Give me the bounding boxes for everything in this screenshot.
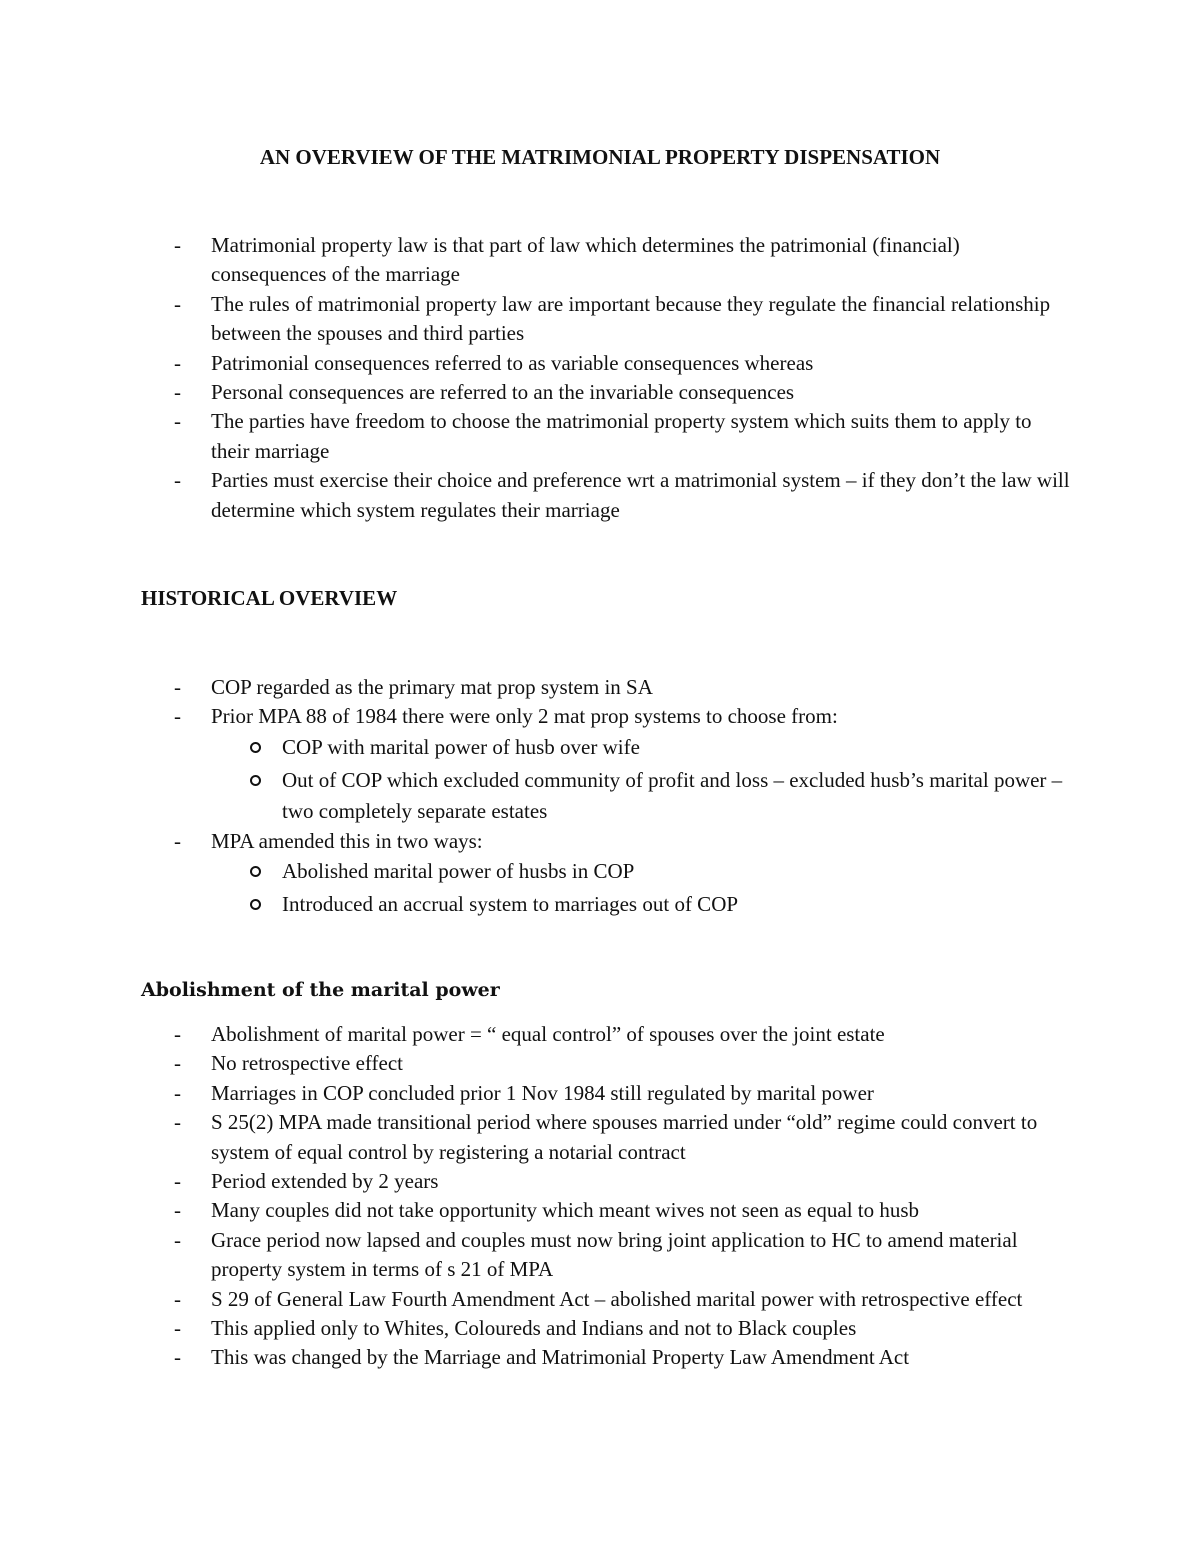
- dash-bullet: -: [174, 468, 181, 493]
- dash-bullet: -: [174, 350, 181, 375]
- list-item: - Patrimonial consequences referred to as variable consequences whereas: [0, 349, 1071, 378]
- list-item: - Period extended by 2 years: [0, 1167, 1071, 1196]
- prior-systems-sublist: [211, 732, 1071, 827]
- list-item: - MPA amended this in two ways: Abolished marital power of husbs in COP Introduced an accrual system to marriages out of COP: [0, 827, 1071, 920]
- list-item: - Parties must exercise their choice and preference wrt a matrimonial system – if they don’t the law will determine which system regulates their marriage: [174, 468, 1070, 522]
- amendments-sublist: [211, 856, 1071, 920]
- dash-bullet: -: [174, 1051, 181, 1076]
- list-item: - S 29 of General Law Fourth Amendment Act – abolished marital power with retrospective effect: [0, 1285, 1071, 1314]
- dash-bullet: -: [174, 1022, 181, 1046]
- sublist-item: COP with marital power of husb over wife: [211, 732, 1072, 763]
- dash-bullet: -: [174, 380, 181, 405]
- sublist-item: Abolished marital power of husbs in COP: [211, 856, 1072, 887]
- dash-bullet: -: [174, 675, 181, 699]
- dash-bullet: -: [174, 1198, 181, 1223]
- list-item: - This applied only to Whites, Coloureds and Indians and not to Black couples: [0, 1314, 1071, 1343]
- historical-list: [0, 673, 1200, 920]
- list-item: - S 25(2) MPA made transitional period where spouses married under “old” regime could convert to system of equal control by registering a notarial contract: [174, 1110, 1038, 1164]
- dash-bullet: -: [174, 828, 181, 853]
- historical-heading: HISTORICAL OVERVIEW: [141, 586, 398, 610]
- sublist-item: Out of COP which excluded community of profit and loss – excluded husb’s marital power – two completely separate estates: [211, 765, 1072, 827]
- dash-bullet: -: [174, 704, 181, 729]
- list-item: - Personal consequences are referred to an the invariable consequences: [0, 378, 1071, 407]
- list-item: - Grace period now lapsed and couples must now bring joint application to HC to amend material property system in terms of s 21 of MPA: [174, 1227, 1018, 1282]
- dash-bullet: -: [174, 1169, 181, 1194]
- dash-bullet: -: [174, 409, 181, 434]
- list-item: - COP regarded as the primary mat prop system in SA: [0, 673, 1071, 702]
- circle-bullet-icon: [250, 742, 261, 753]
- dash-bullet: -: [174, 1080, 181, 1105]
- list-item: - Many couples did not take opportunity which meant wives not seen as equal to husb: [0, 1196, 1071, 1225]
- sublist-item: Introduced an accrual system to marriages out of COP: [211, 889, 1072, 920]
- circle-bullet-icon: [250, 775, 261, 786]
- list-item: - Prior MPA 88 of 1984 there were only 2 mat prop systems to choose from: COP with marital power of husb over wife Out of COP which excluded community of profit and loss – excluded husb’s marital power – two completely separate estates: [0, 702, 1071, 826]
- dash-bullet: -: [174, 1110, 181, 1135]
- document-title: AN OVERVIEW OF THE MATRIMONIAL PROPERTY DISPENSATION: [259, 145, 941, 169]
- circle-bullet-icon: [250, 899, 261, 910]
- dash-bullet: -: [174, 1345, 181, 1370]
- intro-list: [0, 231, 1200, 525]
- list-item: - Marriages in COP concluded prior 1 Nov 1984 still regulated by marital power: [0, 1079, 1071, 1108]
- dash-bullet: -: [174, 1316, 181, 1341]
- list-item: - Matrimonial property law is that part of law which determines the patrimonial (financial) consequences of the marriage: [174, 233, 960, 287]
- list-item: - The rules of matrimonial property law are important because they regulate the financial relationship between the spouses and third parties: [174, 291, 1051, 346]
- circle-bullet-icon: [250, 866, 261, 877]
- dash-bullet: -: [174, 233, 181, 257]
- dash-bullet: -: [174, 1227, 181, 1252]
- abolishment-list: [0, 1020, 1200, 1373]
- dash-bullet: -: [174, 291, 181, 316]
- list-item: - The parties have freedom to choose the matrimonial property system which suits them to apply to their marriage: [174, 409, 1032, 463]
- dash-bullet: -: [174, 1286, 181, 1311]
- abolishment-heading: Abolishment of the marital power: [141, 979, 500, 1001]
- list-item: - No retrospective effect: [0, 1049, 1071, 1078]
- list-item: - This was changed by the Marriage and Matrimonial Property Law Amendment Act: [0, 1343, 1071, 1372]
- list-item: - Abolishment of marital power = “ equal control” of spouses over the joint estate: [0, 1020, 1071, 1049]
